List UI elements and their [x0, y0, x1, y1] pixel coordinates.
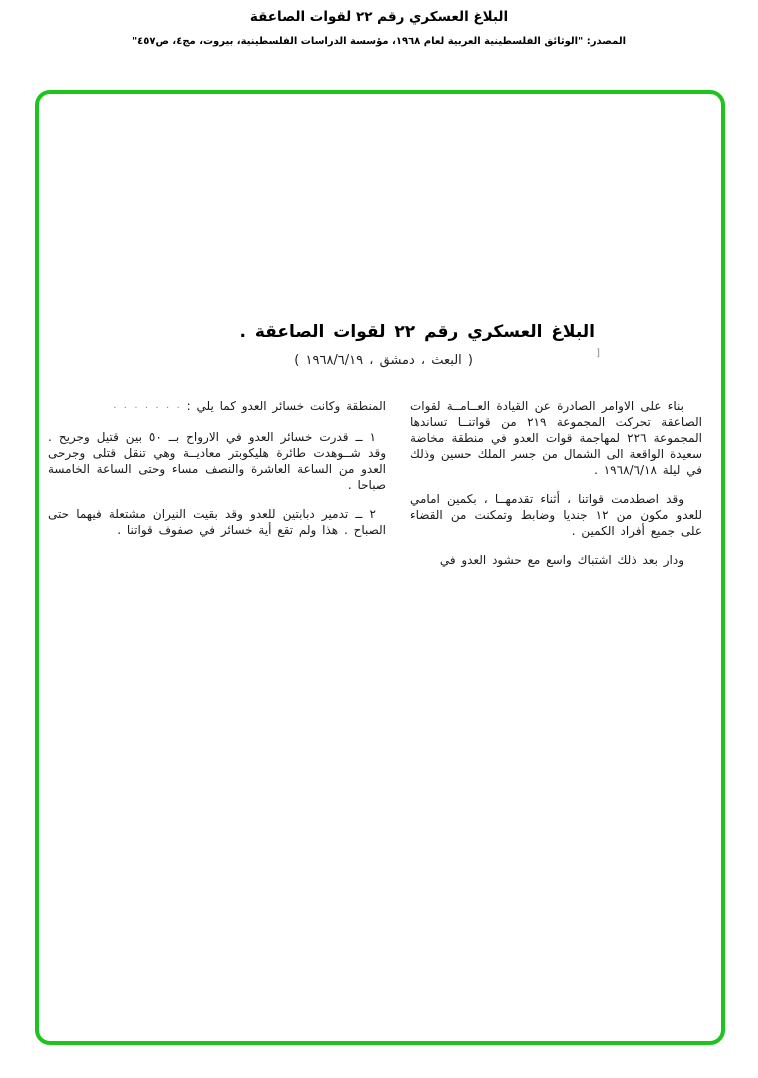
page-title: البلاغ العسكري رقم ٢٢ لقوات الصاعقة	[249, 9, 509, 25]
document-body	[48, 398, 702, 581]
page-header	[0, 0, 758, 47]
document-title: البلاغ العسكري رقم ٢٢ لقوات الصاعقة .	[239, 322, 595, 342]
paragraph-ambush: وقد اصطدمت قواتنا ، أثناء تقدمهــا ، بكمين امامي للعدو مكون من ١٢ جنديا وضابط وتمكنت من القضاء على جميع أفراد الكمين .	[410, 492, 702, 538]
paragraph-orders: بناء على الاوامر الصادرة عن القيادة العــامــة لقوات الصاعقة تحركت المجموعة ٢١٩ من قواتنــا تساندها المجموعة ٢٢٦ لمهاجمة قوات العدو في منطقة مخاضة سعيدة الواقعة الى الشمال من جسر الملك حسين وذلك في ليلة ١٩٦٨/٦/١٨ .	[410, 399, 703, 477]
scan-artifact-bracket: [	[596, 348, 603, 359]
paragraph-losses-intro	[48, 398, 386, 416]
column-left	[48, 398, 386, 581]
document-dateline: ( البعث ، دمشق ، ١٩٦٨/٦/١٩ )	[294, 353, 473, 368]
paragraph-clash: ودار بعد ذلك اشتباك واسع مع حشود العدو في	[439, 553, 684, 567]
document-scan-frame	[35, 90, 725, 1045]
paragraph-item-2: ٢ ــ تدمير دبابتين للعدو وقد بقيت النيران مشتعلة فيهما حتى الصباح . هذا ولم تقع أية خسائر في صفوف قواتنا .	[48, 507, 386, 537]
scan-artifact-dots: ٠ ٠ ٠ ٠ ٠ ٠ ٠	[112, 402, 181, 413]
document-scan	[39, 94, 721, 1041]
source-citation: المصدر: "الوثائق الفلسطينية العربية لعام ١٩٦٨، مؤسسة الدراسات الفلسطينية، بيروت، مج٤، ص٤٥٧"	[131, 36, 627, 47]
column-right	[410, 398, 702, 581]
paragraph-item-1: ١ ــ قدرت خسائر العدو في الارواح بــ ٥٠ بين قتيل وجريح . وقد شــوهدت طائرة هليكوبتر معاديــة وهي تنقل قتلى وجرحى العدو من الساعة العاشرة والنصف مساء وحتى الساعة الخامسة صباحا .	[48, 430, 386, 492]
losses-intro-text: المنطقة وكانت خسائر العدو كما يلي :	[186, 399, 386, 413]
